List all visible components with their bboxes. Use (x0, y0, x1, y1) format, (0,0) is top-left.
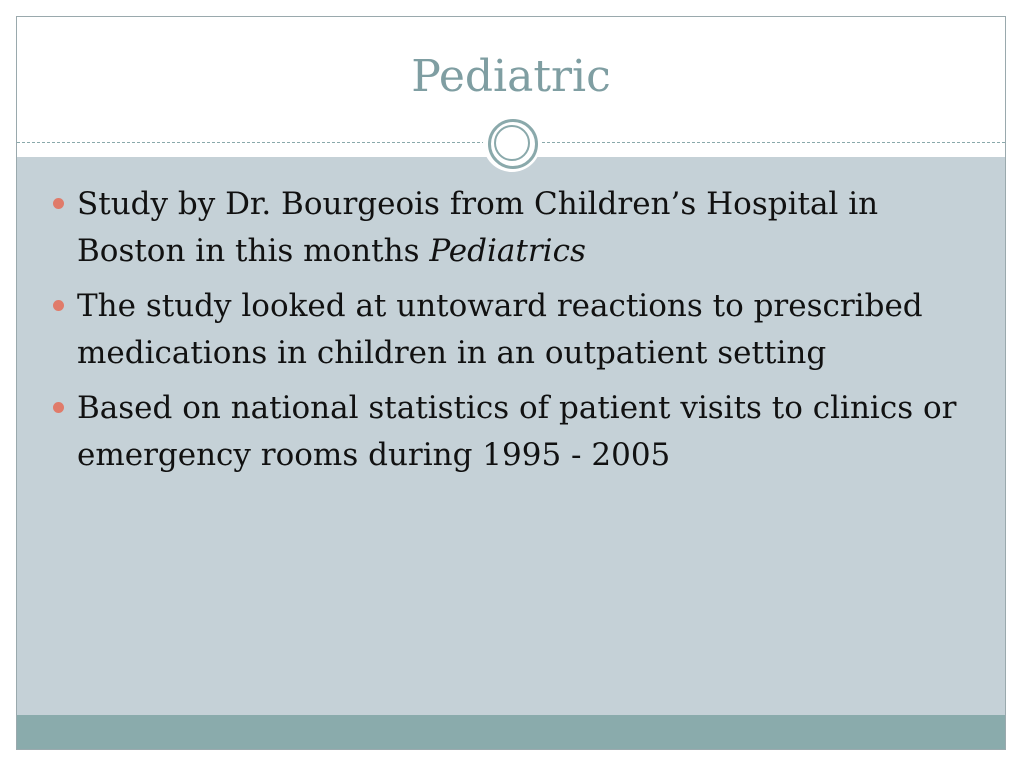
slide-title: Pediatric (411, 51, 611, 102)
bullet-dot-icon (53, 198, 64, 209)
bullet-text: Study by Dr. Bourgeois from Children’s Hospital in Boston in this months (77, 186, 879, 269)
bullet-item (53, 385, 983, 479)
bullet-item (53, 283, 983, 377)
bullet-item (53, 181, 983, 275)
journal-name: Pediatrics (429, 233, 586, 269)
slide (16, 16, 1006, 750)
circle-ornament-inner (494, 125, 530, 161)
bullet-text: The study looked at untoward reactions to prescribed medications in children in an outpatient setting (77, 288, 923, 371)
bullet-text: Based on national statistics of patient visits to clinics or emergency rooms during 1995 - 2005 (77, 390, 957, 473)
footer-bar (17, 715, 1005, 750)
bullet-dot-icon (53, 402, 64, 413)
bullet-list (53, 181, 983, 487)
bullet-dot-icon (53, 300, 64, 311)
